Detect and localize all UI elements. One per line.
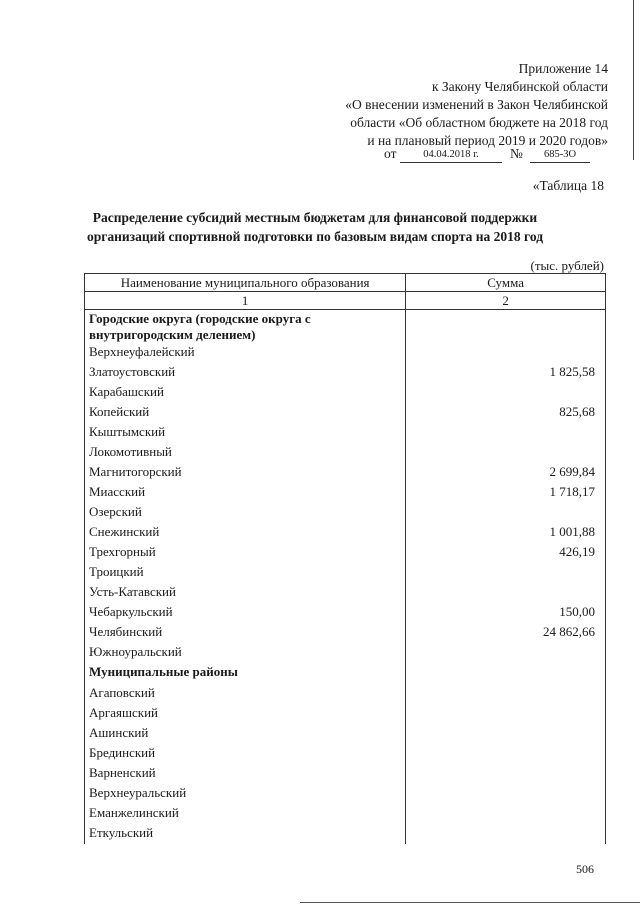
municipality-sum — [406, 724, 606, 744]
scan-bottom-line — [300, 902, 640, 903]
table-row — [85, 343, 606, 363]
table-row — [85, 623, 606, 643]
municipality-sum — [406, 563, 606, 583]
group-sum — [406, 310, 606, 344]
municipality-sum — [406, 804, 606, 824]
table-row — [85, 463, 606, 483]
municipality-name: Снежинский — [85, 523, 406, 543]
municipality-name: Трехгорный — [85, 543, 406, 563]
header-sum: Сумма — [406, 274, 606, 292]
table-row — [85, 724, 606, 744]
appendix-line: «О внесении изменений в Закон Челябинской — [345, 97, 608, 112]
municipality-name: Магнитогорский — [85, 463, 406, 483]
table-header-row — [85, 274, 606, 292]
municipality-name: Озерский — [85, 503, 406, 523]
municipality-name: Челябинский — [85, 623, 406, 643]
signature-number: 685-ЗО — [530, 148, 590, 163]
table-row — [85, 704, 606, 724]
municipality-name: Миасский — [85, 483, 406, 503]
municipality-sum — [406, 643, 606, 663]
group-name: Городские округа (городские округа с внутригородским делением) — [85, 310, 406, 344]
municipality-sum — [406, 704, 606, 724]
municipality-name: Еманжелинский — [85, 804, 406, 824]
document-title: Распределение субсидий местным бюджетам для финансовой поддержки организаций спортивной подготовки по базовым видам спорта на 2018 год — [86, 210, 544, 244]
table-row — [85, 583, 606, 603]
municipality-name: Верхнеуфалейский — [85, 343, 406, 363]
units-label: (тыс. рублей) — [530, 258, 604, 273]
municipality-name: Карабашский — [85, 383, 406, 403]
municipality-sum: 2 699,84 — [406, 463, 606, 483]
municipality-name: Варненский — [85, 764, 406, 784]
table-row — [85, 503, 606, 523]
municipality-sum — [406, 744, 606, 764]
municipality-sum — [406, 764, 606, 784]
municipality-sum: 426,19 — [406, 543, 606, 563]
municipality-sum — [406, 383, 606, 403]
municipality-sum — [406, 784, 606, 804]
group-row — [85, 663, 606, 684]
appendix-header — [288, 60, 608, 150]
table-row — [85, 443, 606, 463]
group-sum — [406, 663, 606, 684]
municipality-name: Брединский — [85, 744, 406, 764]
municipality-name: Южноуральский — [85, 643, 406, 663]
municipality-sum — [406, 583, 606, 603]
law-signature-line — [384, 146, 609, 164]
group-name: Муниципальные районы — [85, 663, 406, 684]
appendix-line: области «Об областном бюджете на 2018 год — [350, 115, 608, 130]
municipality-sum — [406, 824, 606, 844]
table-row — [85, 824, 606, 844]
table-row — [85, 383, 606, 403]
municipality-sum — [406, 423, 606, 443]
municipality-name: Агаповский — [85, 684, 406, 704]
municipality-sum — [406, 443, 606, 463]
municipality-name: Златоустовский — [85, 363, 406, 383]
municipality-sum — [406, 343, 606, 363]
municipality-sum: 150,00 — [406, 603, 606, 623]
table-row — [85, 744, 606, 764]
scan-edge-line — [633, 0, 634, 160]
appendix-line: к Закону Челябинской области — [431, 79, 608, 94]
table-row — [85, 784, 606, 804]
table-row — [85, 363, 606, 383]
table-row — [85, 603, 606, 623]
index-col-2: 2 — [406, 292, 606, 310]
table-row — [85, 684, 606, 704]
table-row — [85, 804, 606, 824]
appendix-line: и на плановый период 2019 и 2020 годов» — [367, 133, 608, 148]
municipality-name: Чебаркульский — [85, 603, 406, 623]
municipality-sum: 1 825,58 — [406, 363, 606, 383]
table-row — [85, 563, 606, 583]
municipality-sum: 1 718,17 — [406, 483, 606, 503]
municipality-name: Усть-Катавский — [85, 583, 406, 603]
table-row — [85, 423, 606, 443]
signature-date: 04.04.2018 г. — [400, 148, 502, 163]
municipality-sum: 24 862,66 — [406, 623, 606, 643]
signature-number-label: № — [510, 146, 523, 161]
municipality-name: Ашинский — [85, 724, 406, 744]
municipality-name: Верхнеуральский — [85, 784, 406, 804]
municipality-name: Аргаяшский — [85, 704, 406, 724]
table-row — [85, 403, 606, 423]
municipality-name: Копейский — [85, 403, 406, 423]
subsidy-table — [84, 273, 606, 844]
municipality-name: Еткульский — [85, 824, 406, 844]
municipality-sum — [406, 503, 606, 523]
page-number: 506 — [576, 862, 594, 876]
municipality-name: Троицкий — [85, 563, 406, 583]
table-row — [85, 643, 606, 663]
signature-prefix: от — [384, 146, 397, 161]
municipality-name: Кыштымский — [85, 423, 406, 443]
table-row — [85, 543, 606, 563]
index-col-1: 1 — [85, 292, 406, 310]
table-row — [85, 483, 606, 503]
group-row — [85, 310, 606, 344]
municipality-sum: 825,68 — [406, 403, 606, 423]
table-row — [85, 523, 606, 543]
appendix-line: Приложение 14 — [518, 61, 608, 76]
municipality-name: Локомотивный — [85, 443, 406, 463]
municipality-sum — [406, 684, 606, 704]
table-index-row — [85, 292, 606, 310]
header-name: Наименование муниципального образования — [85, 274, 406, 292]
table-label: «Таблица 18 — [532, 178, 604, 193]
table-row — [85, 764, 606, 784]
municipality-sum: 1 001,88 — [406, 523, 606, 543]
